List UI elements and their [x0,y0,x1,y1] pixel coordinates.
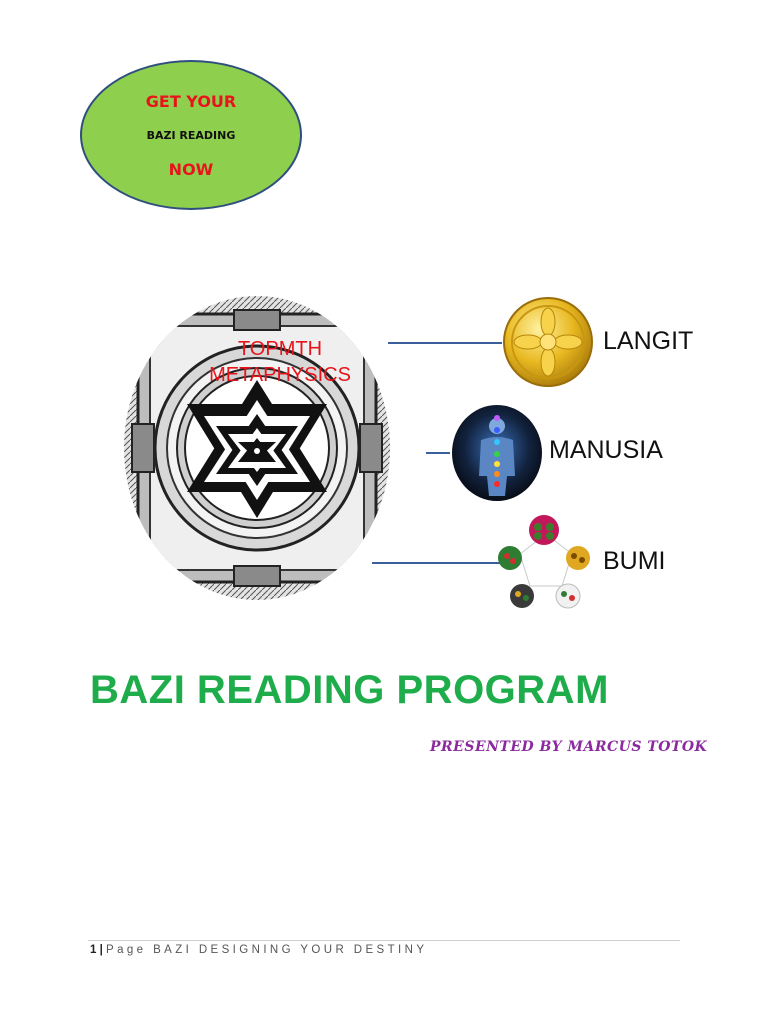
label-langit: LANGIT [603,327,694,355]
five-elements-wheel-image [498,512,594,612]
footer-text: Page BAZI DESIGNING YOUR DESTINY [106,944,428,956]
page-title: BAZI READING PROGRAM [90,668,609,712]
chakra-figure-image [451,404,543,502]
get-reading-callout [80,60,302,210]
callout-line-2: BAZI READING [146,128,236,142]
footer-page-number: 1 | [90,944,103,956]
page-footer [90,944,427,956]
label-manusia: MANUSIA [549,436,663,464]
gold-coin-image [502,296,594,388]
footer-divider [88,940,680,941]
connector-manusia [426,452,450,454]
label-bumi: BUMI [603,547,666,575]
callout-line-3: NOW [168,159,214,179]
connector-bumi [372,562,500,564]
callout-line-1: GET YOUR [145,91,237,111]
presented-by: PRESENTED BY MARCUS TOTOK [430,739,708,755]
mandala-overlay-text: TOPMTH METAPHYSICS [209,338,351,386]
connector-langit [388,342,502,344]
